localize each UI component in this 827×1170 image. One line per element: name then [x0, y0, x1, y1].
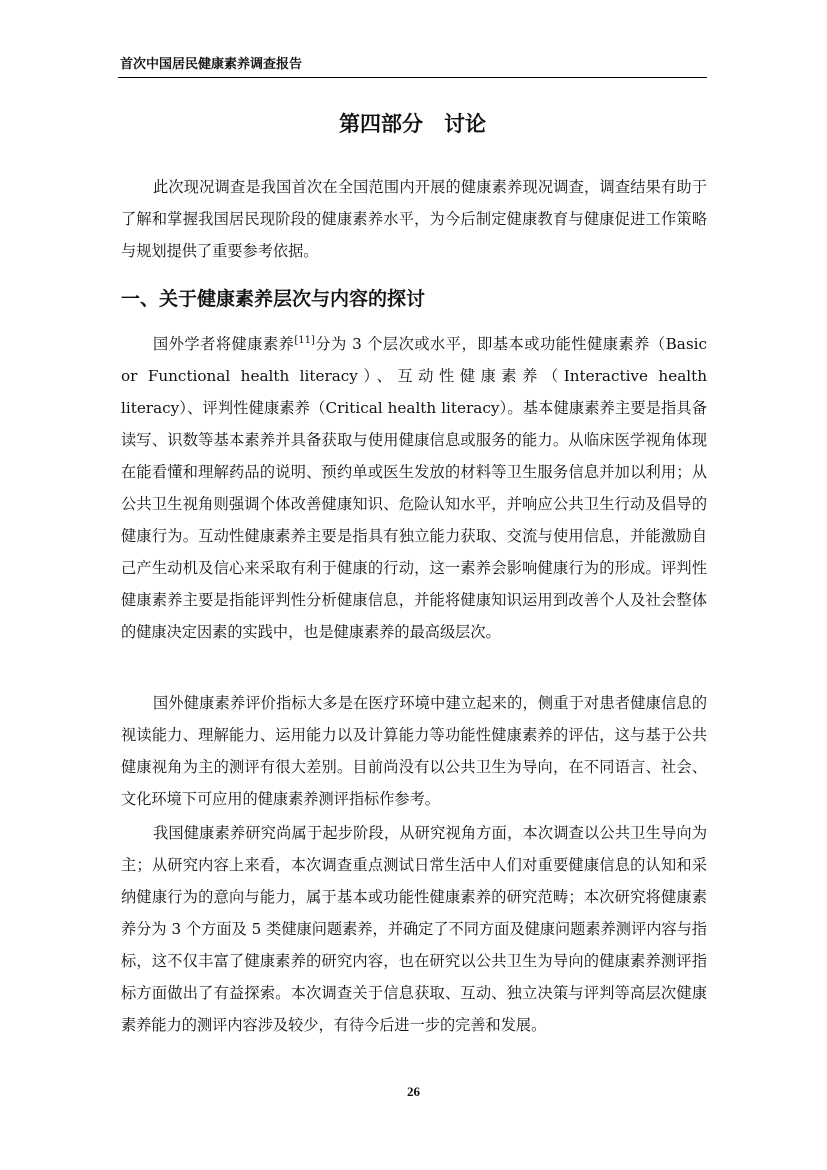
running-header: 首次中国居民健康素养调查报告: [120, 57, 303, 72]
intro-paragraph: 此次现况调查是我国首次在全国范围内开展的健康素养现况调查，调查结果有助于了解和掌握我国居民现阶段的健康素养水平，为今后制定健康教育与健康促进工作策略与规划提供了重要参考依据。: [121, 178, 707, 260]
paragraph-text-start: 国外学者将健康素养: [153, 335, 295, 353]
paragraph-foreign-indicators: 国外健康素养评价指标大多是在医疗环境中建立起来的，侧重于对患者健康信息的视读能力、理解能力、运用能力以及计算能力等功能性健康素养的评估，这与基于公共健康视角为主的测评有很大差别。目前尚没有以公共卫生为导向，在不同语言、社会、文化环境下可应用的健康素养测评指标作参考。: [121, 694, 707, 808]
paragraph-health-literacy-levels: [121, 328, 707, 648]
paragraph-text-rest: 分为 3 个层次或水平，即基本或功能性健康素养（Basic or Functional health literacy）、互动性健康素养（Interactive health literacy）、评判性健康素养（Critical health literacy）。基本健康素养主要是指具备读写、识数等基本素养并具备获取与使用健康信息或服务的能力。从临床医学视角体现在能看懂和理解药品的说明、预约单或医生发放的材料等卫生服务信息并加以利用；从公共卫生视角则强调个体改善健康知识、危险认知水平，并响应公共卫生行动及倡导的健康行为。互动性健康素养主要是指具有独立能力获取、交流与使用信息，并能激励自己产生动机及信心来采取有利于健康的行动，这一素养会影响健康行为的形成。评判性健康素养主要是指能评判性分析健康信息，并能将健康知识运用到改善个人及社会整体的健康决定因素的实践中，也是健康素养的最高级层次。: [121, 335, 708, 641]
paragraph-domestic-research: 我国健康素养研究尚属于起步阶段，从研究视角方面，本次调查以公共卫生导向为主；从研究内容上来看，本次调查重点测试日常生活中人们对重要健康信息的认知和采纳健康行为的意向与能力，属于基本或功能性健康素养的研究范畴；本次研究将健康素养分为 3 个方面及 5 类健康问题素养，并确定了不同方面及健康问题素养测评内容与指标，这不仅丰富了健康素养的研究内容，也在研究以公共卫生为导向的健康素养测评指标方面做出了有益探索。本次调查关于信息获取、互动、独立决策与评判等高层次健康素养能力的测评内容涉及较少，有待今后进一步的完善和发展。: [121, 824, 707, 1034]
page-number: 26: [407, 1084, 420, 1099]
citation-reference: [11]: [294, 334, 315, 346]
header-rule: [118, 77, 707, 78]
section-heading: 一、关于健康素养层次与内容的探讨: [121, 288, 426, 310]
page-title: 第四部分 讨论: [339, 112, 486, 136]
